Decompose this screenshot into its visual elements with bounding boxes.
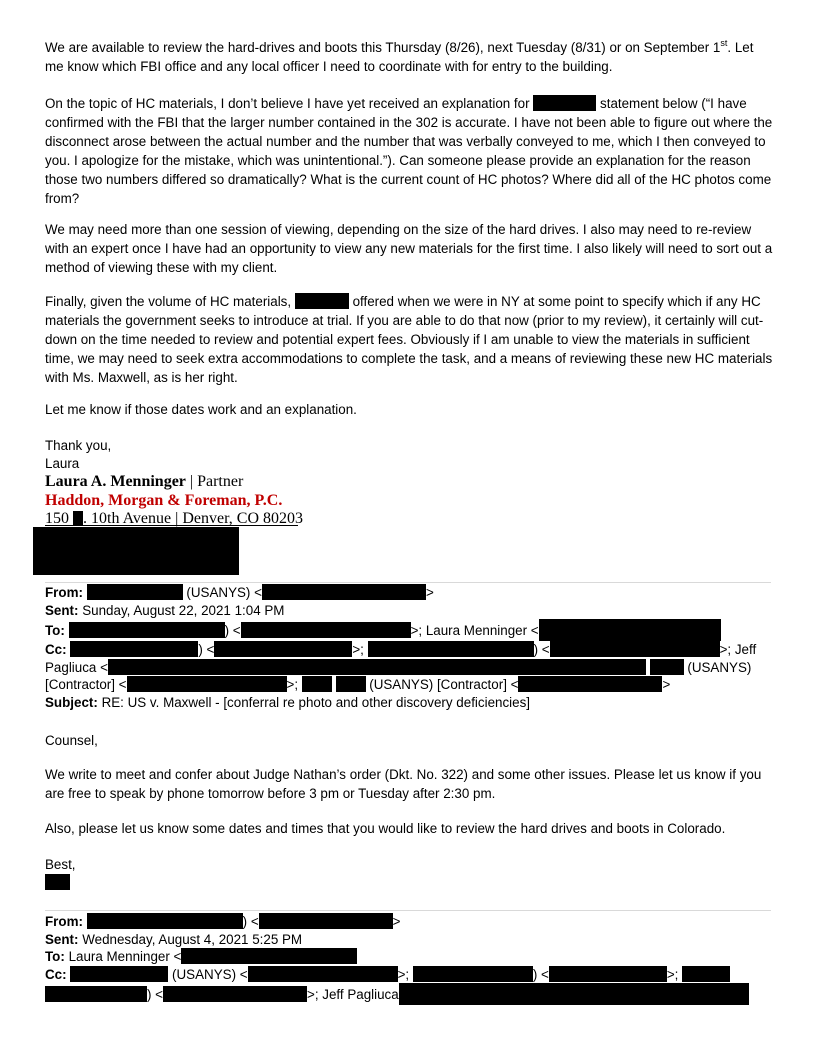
paragraph-viewing-sessions: We may need more than one session of viewing, depending on the size of the hard drives. I also may need to re-review with an expert once I have had an opportunity to view any new materials for the first time. I also likely will need to sort out a method of viewing these with my client. [45, 222, 773, 275]
cc-line-2: ) < >; Jeff Pagliuca [45, 983, 775, 1005]
redaction [399, 983, 749, 1005]
email-paragraph-meet-confer: We write to meet and confer about Judge Nathan’s order (Dkt. No. 322) and some other issues. Please let us know if you are free to speak by phone tomorrow before 3 pm or Tuesday after 2:30 pm. [45, 767, 762, 801]
redaction [302, 676, 332, 692]
cc-line-3: [Contractor] < >; (USANYS) [Contractor] < > [45, 677, 671, 693]
signature-address: 150 . 10th Avenue | Denver, CO 80203 [45, 510, 304, 527]
email-header-aug22 [45, 584, 775, 712]
redaction [69, 622, 225, 638]
from-line: From: (USANYS) < > [45, 585, 434, 600]
redaction [241, 622, 411, 638]
redaction [295, 293, 349, 309]
redaction [70, 966, 168, 982]
redaction [259, 913, 393, 929]
redaction [214, 641, 352, 657]
redaction [682, 966, 730, 982]
redaction [248, 966, 398, 982]
redaction [127, 676, 287, 692]
redaction [87, 584, 183, 600]
cc-line-2: Pagliuca < (USANYS) [45, 659, 752, 675]
divider [45, 910, 771, 911]
redaction [87, 913, 243, 929]
redaction [336, 676, 366, 692]
signature-name-line: Laura A. Menninger | Partner [45, 473, 244, 490]
cc-line: Cc: (USANYS) < >; ) < >; [45, 966, 775, 984]
redaction [539, 619, 721, 641]
redaction [70, 641, 198, 657]
to-line: To: Laura Menninger < [45, 948, 775, 966]
redaction [533, 95, 596, 111]
paragraph-dates: Let me know if those dates work and an explanation. [45, 402, 357, 417]
redaction [413, 966, 533, 982]
email-header-aug4 [45, 913, 775, 1005]
cc-line: Cc: ) < >; ) < >; Jeff [45, 642, 757, 658]
to-line: To: ) < >; Laura Menninger < [45, 619, 775, 641]
subject-line: Subject: RE: US v. Maxwell - [conferral re photo and other discovery deficiencies] [45, 694, 530, 710]
sent-line: Sent: Wednesday, August 4, 2021 5:25 PM [45, 931, 303, 947]
redaction [45, 986, 147, 1002]
redaction [181, 948, 357, 964]
closing-name: Laura [45, 456, 80, 471]
from-line: From: ) < > [45, 914, 401, 929]
paragraph-finally: Finally, given the volume of HC materials, offered when we were in NY at some point to specify which if any HC materials the government seeks to introduce at trial. If you are able to do that now (prior to my review), it certainly will cut-down on the time needed to review and potential expert fees. Obviously if I am unable to view the materials in sufficient time, we may need to seek extra accommodations to complete the task, and a means of reviewing these new HC materials with Ms. Maxwell, as is her right. [45, 294, 773, 385]
email-paragraph-dates: Also, please let us know some dates and times that you would like to review the hard drives and boots in Colorado. [45, 821, 726, 836]
signoff: Best, [45, 857, 76, 872]
closing: Thank you, [45, 438, 112, 453]
redaction [45, 874, 70, 890]
redaction [163, 986, 307, 1002]
signature-block [45, 473, 303, 527]
redaction [650, 659, 684, 675]
redaction [549, 966, 667, 982]
redaction [368, 641, 534, 657]
sent-line: Sent: Sunday, August 22, 2021 1:04 PM [45, 602, 285, 618]
redaction [518, 676, 662, 692]
redaction [262, 584, 426, 600]
redaction [73, 511, 83, 526]
divider [45, 582, 771, 583]
paragraph-hc-materials: On the topic of HC materials, I don’t believe I have yet received an explanation for statement below (“I have confirmed with the FBI that the larger number contained in the 302 is accurate. I have not been able to figure out where the disconnect arose between the actual number and the number that was verbally conveyed to me, which I then conveyed to you. I apologize for the mistake, which was unintentional.”). Can someone please provide an explanation for the reason those two numbers differed so dramatically? What is the current count of HC photos? Where did all of the HC photos come from? [45, 96, 773, 206]
redaction [33, 527, 239, 575]
signature-firm: Haddon, Morgan & Foreman, P.C. [45, 492, 283, 509]
redaction [550, 641, 720, 657]
redaction [108, 659, 646, 675]
greeting: Counsel, [45, 733, 98, 748]
paragraph-availability: We are available to review the hard-drives and boots this Thursday (8/26), next Tuesday (8/31) or on September 1st. Let me know which FBI office and any local officer I need to coordinate with for entry to the building. [45, 38, 754, 74]
